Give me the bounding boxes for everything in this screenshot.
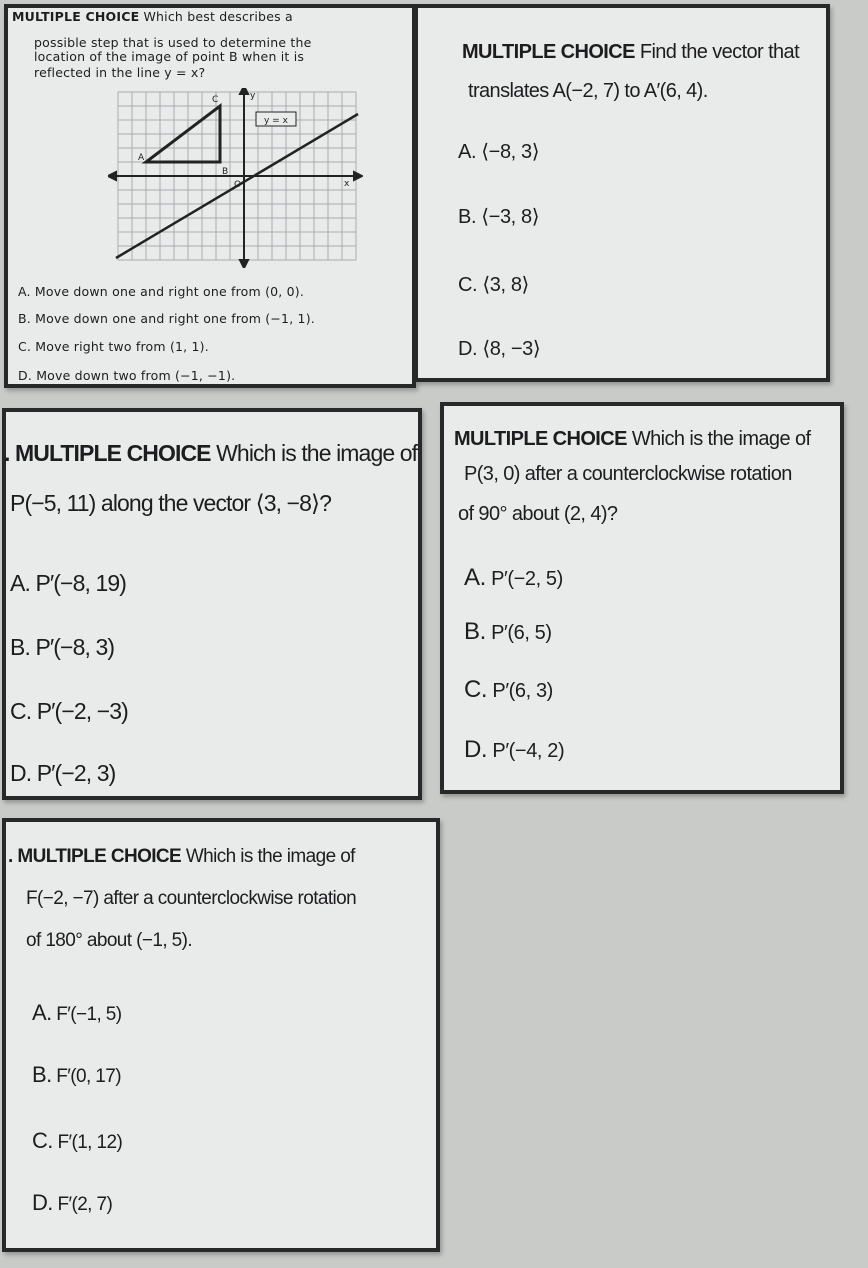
option-c[interactable]: C. P′(−2, −3) bbox=[10, 698, 128, 724]
option-d[interactable]: D. P′(−2, 3) bbox=[10, 760, 116, 786]
question-text-line-2: translates A(−2, 7) to A′(6, 4). bbox=[468, 80, 708, 102]
option-d[interactable]: D. F′(2, 7) bbox=[32, 1190, 113, 1215]
question-card-rotation-90 bbox=[440, 402, 844, 794]
question-text-line-3: of 90° about (2, 4)? bbox=[458, 503, 618, 525]
vertex-label-b: B bbox=[222, 167, 229, 177]
question-card-reflection bbox=[4, 4, 416, 388]
question-text-line-1: . MULTIPLE CHOICE Which is the image of bbox=[4, 440, 418, 466]
option-d[interactable]: D. ⟨8, −3⟩ bbox=[458, 338, 541, 360]
y-axis-label: y bbox=[250, 91, 256, 101]
option-a[interactable]: A. P′(−2, 5) bbox=[464, 564, 563, 591]
question-text-line-2: possible step that is used to determine the bbox=[34, 35, 312, 50]
option-a[interactable]: A. F′(−1, 5) bbox=[32, 1000, 122, 1025]
option-b[interactable]: B. ⟨−3, 8⟩ bbox=[458, 206, 540, 228]
question-card-rotation-180 bbox=[2, 818, 440, 1252]
vertex-label-a: A bbox=[138, 153, 145, 163]
option-b[interactable]: B. F′(0, 17) bbox=[32, 1062, 121, 1087]
question-card-vector bbox=[414, 4, 830, 382]
question-card-translation bbox=[2, 408, 422, 800]
option-a[interactable]: A. P′(−8, 19) bbox=[10, 570, 126, 596]
vertex-label-c: C bbox=[212, 95, 219, 105]
option-d[interactable]: D. Move down two from (−1, −1). bbox=[18, 368, 236, 383]
question-text-line-3: location of the image of point B when it is bbox=[34, 49, 305, 64]
question-text-line-3: of 180° about (−1, 5). bbox=[26, 930, 193, 951]
option-b[interactable]: B. P′(6, 5) bbox=[464, 618, 552, 645]
line-label: y = x bbox=[264, 116, 288, 126]
question-text-line-2: F(−2, −7) after a counterclockwise rotation bbox=[26, 888, 357, 909]
question-text-line-1: MULTIPLE CHOICE Which best describes a bbox=[12, 9, 293, 24]
question-text-line-2: P(3, 0) after a counterclockwise rotation bbox=[464, 463, 792, 485]
question-text-line-1: MULTIPLE CHOICE Find the vector that bbox=[462, 41, 800, 63]
option-d[interactable]: D. P′(−4, 2) bbox=[464, 736, 565, 763]
option-c[interactable]: C. ⟨3, 8⟩ bbox=[458, 274, 529, 296]
option-b[interactable]: B. Move down one and right one from (−1, 1). bbox=[18, 311, 315, 326]
option-c[interactable]: C. P′(6, 3) bbox=[464, 676, 553, 703]
option-a[interactable]: A. Move down one and right one from (0, 0). bbox=[18, 284, 305, 299]
option-b[interactable]: B. P′(−8, 3) bbox=[10, 634, 115, 660]
origin-label: O bbox=[234, 180, 242, 190]
question-text-line-1: MULTIPLE CHOICE Which is the image of bbox=[454, 428, 811, 450]
option-c[interactable]: C. F′(1, 12) bbox=[32, 1128, 123, 1153]
x-axis-label: x bbox=[344, 179, 350, 189]
question-text-line-1: . MULTIPLE CHOICE Which is the image of bbox=[8, 846, 355, 867]
option-a[interactable]: A. ⟨−8, 3⟩ bbox=[458, 141, 540, 163]
question-text-line-2: P(−5, 11) along the vector ⟨3, −8⟩? bbox=[10, 490, 332, 516]
option-c[interactable]: C. Move right two from (1, 1). bbox=[18, 339, 209, 354]
question-text-line-4: reflected in the line y = x? bbox=[34, 65, 206, 80]
coordinate-graph bbox=[108, 88, 363, 268]
